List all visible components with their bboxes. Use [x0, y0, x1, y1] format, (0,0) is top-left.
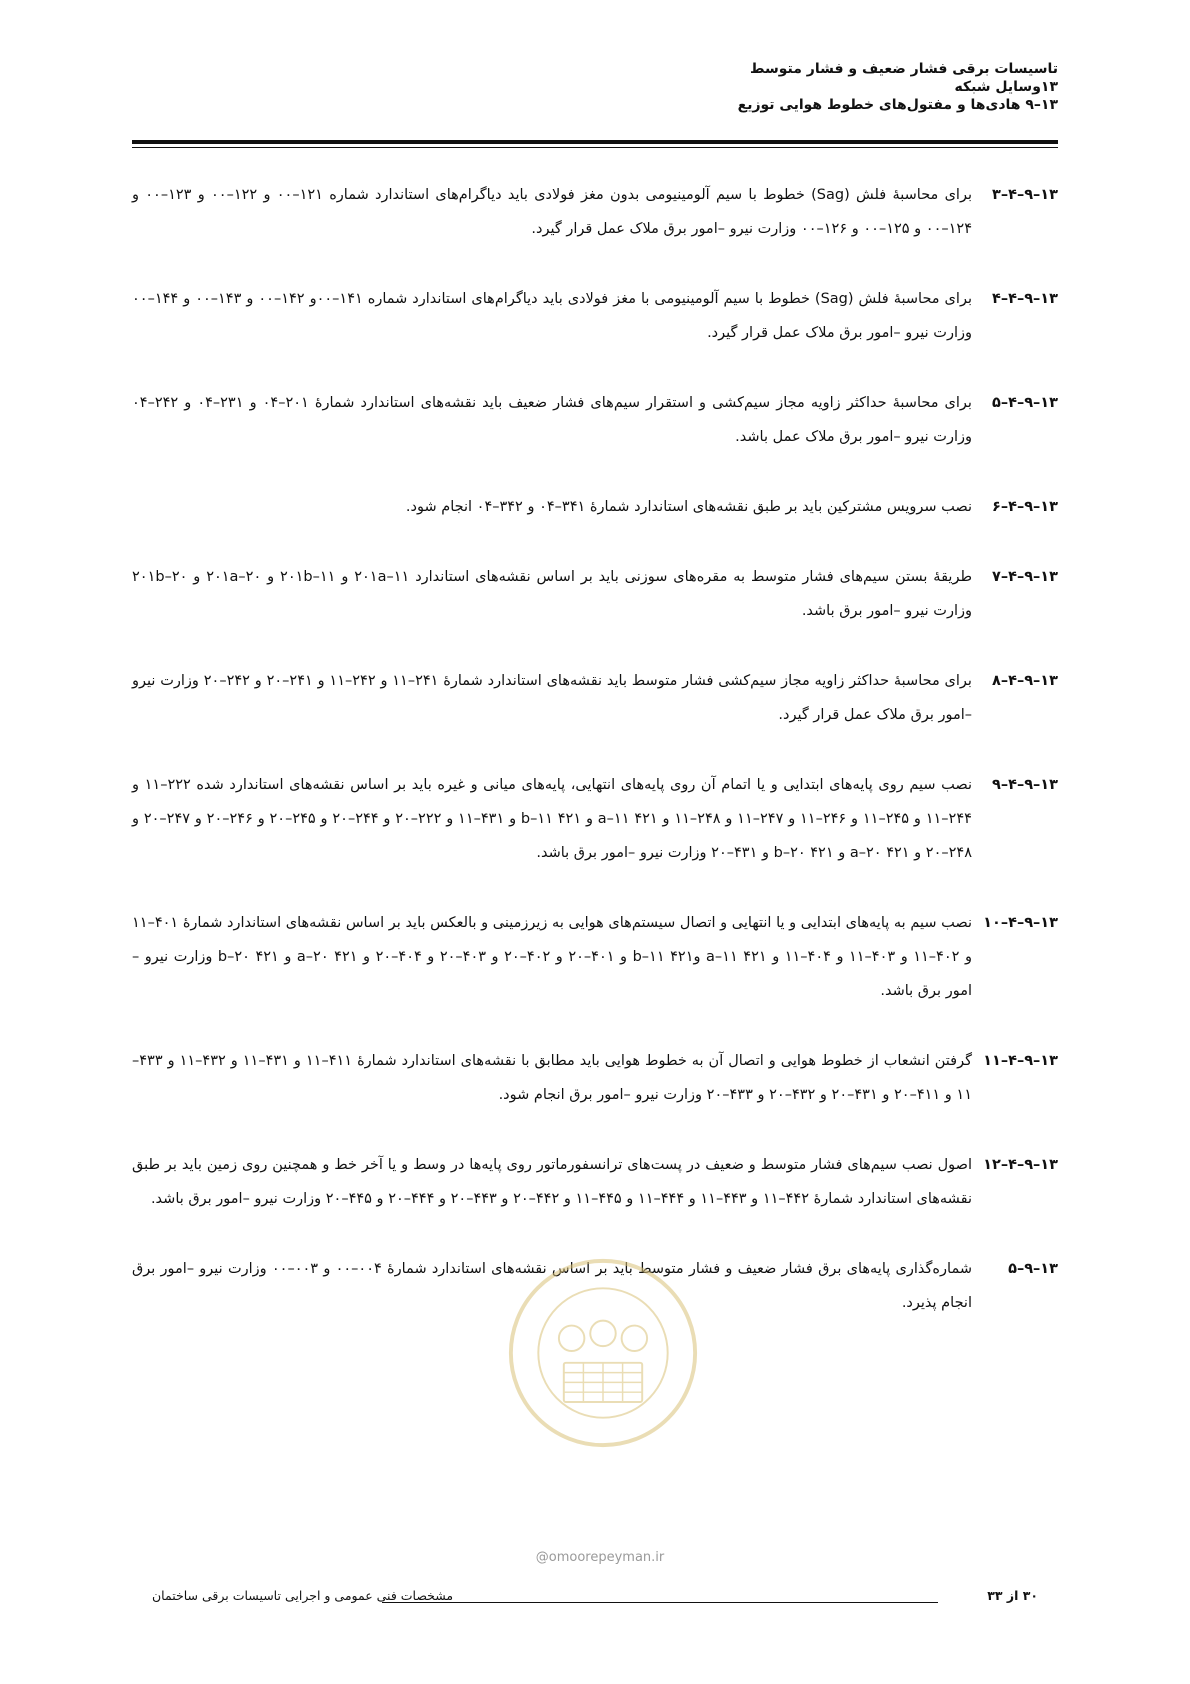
clause-number: ۱۳–۹–۴–۳	[991, 187, 1058, 203]
clause-item	[132, 178, 1058, 246]
page-header	[132, 60, 1058, 114]
clause-text: برای محاسبهٔ حداکثر زاویه مجاز سیم‌کشی فشار متوسط باید نقشه‌های استاندارد شمارهٔ ۲۴۱–۱۱ و ۲۴۲–۱۱ و ۲۴۱–۲۰ و ۲۴۲–۲۰ وزارت نیرو –امور برق ملاک عمل قرار گیرد.	[132, 673, 972, 723]
clause-number: ۱۳–۹–۴–۶	[991, 499, 1058, 515]
clause-item	[132, 1252, 1058, 1320]
header-book-title: تاسیسات برقی فشار ضعیف و فشار متوسط	[749, 61, 1058, 77]
clause-number: ۱۳–۹–۴–۱۲	[983, 1157, 1058, 1173]
clause-text: شماره‌گذاری پایه‌های برق فشار ضعیف و فشار متوسط باید بر اساس نقشه‌های استاندارد شمارهٔ ۰۰۴–۰۰ و ۰۰۳–۰۰ وزارت نیرو –امور برق انجام پذیرد.	[132, 1261, 972, 1311]
clause-number: ۱۳–۹–۴–۱۱	[983, 1053, 1058, 1069]
clause-item	[132, 768, 1058, 870]
clause-number: ۱۳–۹–۴–۱۰	[983, 915, 1058, 931]
clause-text: اصول نصب سیم‌های فشار متوسط و ضعیف در پست‌های ترانسفورماتور روی پایه‌ها در وسط و یا آخر خط و همچنین روی زمین باید بر طبق نقشه‌های استاندارد شمارهٔ ۴۴۲–۱۱ و ۴۴۳–۱۱ و ۴۴۴–۱۱ و ۴۴۵–۱۱ و ۴۴۲–۲۰ و ۴۴۳–۲۰ و ۴۴۴–۲۰ و ۴۴۵–۲۰ وزارت نیرو –امور برق باشد.	[132, 1157, 972, 1207]
clause-list	[132, 178, 1058, 1356]
clause-item	[132, 664, 1058, 732]
footer-document-title: مشخصات فنی عمومی و اجرایی تاسیسات برقی ساختمان	[152, 1588, 454, 1603]
clause-number: ۱۳–۹–۴–۷	[991, 569, 1058, 585]
page-footer	[132, 1588, 1058, 1618]
clause-text: برای محاسبهٔ فلش (Sag) خطوط با سیم آلومینیومی با مغز فولادی باید دیاگرام‌های استاندارد شماره ۱۴۱–۰۰و ۱۴۲–۰۰ و ۱۴۳–۰۰ و ۱۴۴–۰۰ وزارت نیرو –امور برق ملاک عمل قرار گیرد.	[132, 291, 972, 341]
clause-number: ۱۳–۹–۴–۸	[991, 673, 1058, 689]
clause-item	[132, 560, 1058, 628]
header-rule-thin	[132, 147, 1058, 148]
header-rule-thick	[132, 140, 1058, 144]
watermark-url: @omoorepeyman.ir	[535, 1550, 665, 1565]
clause-text: نصب سیم روی پایه‌های ابتدایی و یا اتمام آن روی پایه‌های انتهایی، پایه‌های میانی و غیره باید بر اساس نقشه‌های استاندارد شده ۲۲۲–۱۱ و ۲۴۴–۱۱ و ۲۴۵–۱۱ و ۲۴۶–۱۱ و ۲۴۷–۱۱ و ۲۴۸–۱۱ و ۴۲۱ a–۱۱ و ۴۲۱ b–۱۱ و ۴۳۱–۱۱ و ۲۲۲–۲۰ و ۲۴۴–۲۰ و ۲۴۵–۲۰ و ۲۴۶–۲۰ و ۲۴۷–۲۰ و ۲۴۸–۲۰ و ۴۲۱ a–۲۰ و ۴۲۱ b–۲۰ و ۴۳۱–۲۰ وزارت نیرو –امور برق باشد.	[132, 777, 972, 861]
clause-text: نصب سیم به پایه‌های ابتدایی و یا انتهایی و اتصال سیستم‌های هوایی به زیرزمینی و بالعکس باید بر اساس نقشه‌های استاندارد شمارهٔ ۴۰۱–۱۱ و ۴۰۲–۱۱ و ۴۰۳–۱۱ و ۴۰۴–۱۱ و ۴۲۱ a–۱۱ و۴۲۱ b–۱۱ و ۴۰۱–۲۰ و ۴۰۲–۲۰ و ۴۰۳–۲۰ و ۴۰۴–۲۰ و ۴۲۱ a–۲۰ و ۴۲۱ b–۲۰ وزارت نیرو –امور برق باشد.	[132, 915, 972, 999]
clause-item	[132, 282, 1058, 350]
clause-number: ۱۳–۹–۴–۹	[991, 777, 1058, 793]
clause-text: برای محاسبهٔ حداکثر زاویه مجاز سیم‌کشی و استقرار سیم‌های فشار ضعیف باید نقشه‌های استاندارد شمارهٔ ۲۰۱–۰۴ و ۲۳۱–۰۴ و ۲۴۲–۰۴ وزارت نیرو –امور برق ملاک عمل باشد.	[132, 395, 972, 445]
clause-text: برای محاسبهٔ فلش (Sag) خطوط با سیم آلومینیومی بدون مغز فولادی باید دیاگرام‌های استاندارد شماره ۱۲۱–۰۰ و ۱۲۲–۰۰ و ۱۲۳–۰۰ و ۱۲۴–۰۰ و ۱۲۵–۰۰ و ۱۲۶–۰۰ وزارت نیرو –امور برق ملاک عمل قرار گیرد.	[132, 187, 972, 237]
clause-number: ۱۳–۹–۴–۵	[991, 395, 1058, 411]
header-section-title: ۱۳–۹ هادی‌ها و مفتول‌های خطوط هوایی توزیع	[737, 97, 1058, 113]
clause-item	[132, 906, 1058, 1008]
clause-item	[132, 1044, 1058, 1112]
page-number: ۳۰ از ۳۳	[987, 1588, 1038, 1603]
header-chapter-title: ۱۳وسایل شبکه	[954, 79, 1058, 95]
clause-item	[132, 490, 1058, 524]
clause-item	[132, 386, 1058, 454]
footer-rule	[382, 1602, 938, 1603]
clause-number: ۱۳–۹–۴–۴	[991, 291, 1058, 307]
clause-number: ۱۳–۹–۵	[1008, 1261, 1058, 1277]
clause-text: طریقهٔ بستن سیم‌های فشار متوسط به مقره‌های سوزنی باید بر اساس نقشه‌های استاندارد ۲۰۱a–۱۱ و ۲۰۱b–۱۱ و ۲۰۱a–۲۰ و ۲۰۱b–۲۰ وزارت نیرو –امور برق باشد.	[132, 569, 972, 619]
clause-item	[132, 1148, 1058, 1216]
clause-text: گرفتن انشعاب از خطوط هوایی و اتصال آن به خطوط هوایی باید مطابق با نقشه‌های استاندارد شمارهٔ ۴۱۱–۱۱ و ۴۳۱–۱۱ و ۴۳۲–۱۱ و ۴۳۳–۱۱ و ۴۱۱–۲۰ و ۴۳۱–۲۰ و ۴۳۲–۲۰ و ۴۳۳–۲۰ وزارت نیرو –امور برق انجام شود.	[132, 1053, 972, 1103]
clause-text: نصب سرویس مشترکین باید بر طبق نقشه‌های استاندارد شمارهٔ ۳۴۱–۰۴ و ۳۴۲–۰۴ انجام شود.	[405, 499, 972, 515]
